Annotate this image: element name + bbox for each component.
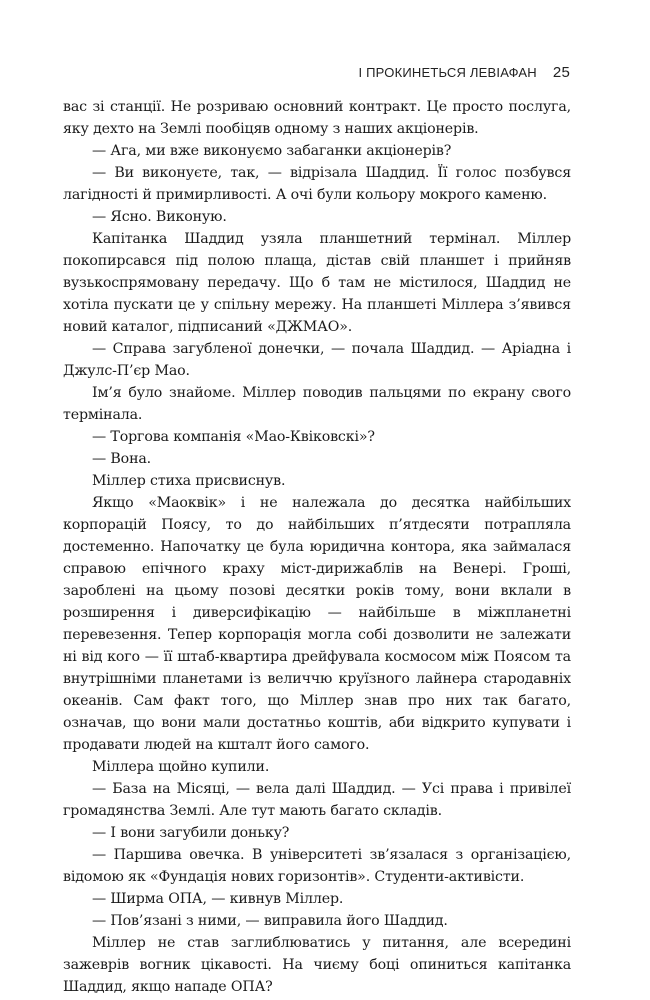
- paragraph: — Ширма ОПА, — кивнув Міллер.: [92, 891, 344, 907]
- paragraph: — Торгова компанія «Мао-Квіковскі»?: [92, 429, 375, 445]
- paragraph: — Ясно. Виконую.: [92, 209, 227, 225]
- paragraph: — Ага, ми вже виконуємо забаганки акціонерів?: [92, 143, 452, 159]
- paragraph: Якщо «Маоквік» і не належала до десятка найбільших корпорацій Поясу, то до найбільших п’ятдесяти потрапляла достеменно. Напочатку це була юридична контора, яка займалася справою епічного краху міст-дирижаблів на Венері. Гроші, зароблені на цьому позові десятки років тому, вони вклали в розширення і диверсифікацію — найбільше в міжпланетні перевезення. Тепер корпорація могла собі дозволити не залежати ні від кого — її штаб-квартира дрейфувала космосом між Поясом та внутрішніми планетами із величчю круїзного лайнера стародавніх океанів. Сам факт того, що Міллер знав про них так багато, означав, що вони мали достатньо коштів, аби відкрито купувати і продавати людей на кшталт його самого.: [63, 495, 571, 753]
- page-number: 25: [552, 64, 570, 81]
- paragraph: — Ви виконуєте, так, — відрізала Шаддид. Її голос позбувся лагідності й примирливості. А очі були кольору мокрого каменю.: [63, 165, 571, 203]
- paragraph: — І вони загубили доньку?: [92, 825, 290, 841]
- paragraph: Міллера щойно купили.: [92, 759, 270, 775]
- paragraph: Міллер стиха присвиснув.: [92, 473, 286, 489]
- paragraph: — Пов’язані з ними, — виправила його Шаддид.: [92, 913, 448, 929]
- paragraph: — Вона.: [92, 451, 152, 467]
- running-header: [0, 64, 570, 81]
- paragraph: — База на Місяці, — вела далі Шаддид. — Усі права і привілеї громадянства Землі. Але тут мають багато складів.: [63, 781, 571, 819]
- paragraph: — Справа загубленої донечки, — почала Шаддид. — Аріадна і Джулс-П’єр Мао.: [63, 341, 571, 379]
- running-title: І ПРОКИНЕТЬСЯ ЛЕВІАФАН: [358, 65, 537, 80]
- paragraph: Ім’я було знайоме. Міллер поводив пальцями по екрану свого термінала.: [63, 385, 571, 423]
- paragraph: вас зі станції. Не розриваю основний контракт. Це просто послуга, яку дехто на Землі пообіцяв одному з наших акціонерів.: [63, 99, 571, 137]
- body-text: [63, 96, 571, 998]
- paragraph: Міллер не став заглиблюватись у питання, але всередині зажеврів вогник цікавості. На чиєму боці опиниться капітанка Шаддид, якщо нападе ОПА?: [63, 935, 571, 995]
- paragraph: — Паршива овечка. В університеті зв’язалася з організацією, відомою як «Фундація нових горизонтів». Студенти-активісти.: [63, 847, 571, 885]
- paragraph: Капітанка Шаддид узяла планшетний термінал. Міллер покопирсався під полою плаща, дістав свій планшет і прийняв вузькоспрямовану передачу. Що б там не містилося, Шаддид не хотіла пускати це у спільну мережу. На планшеті Міллера з’явився новий каталог, підписаний «ДЖМАО».: [63, 231, 571, 335]
